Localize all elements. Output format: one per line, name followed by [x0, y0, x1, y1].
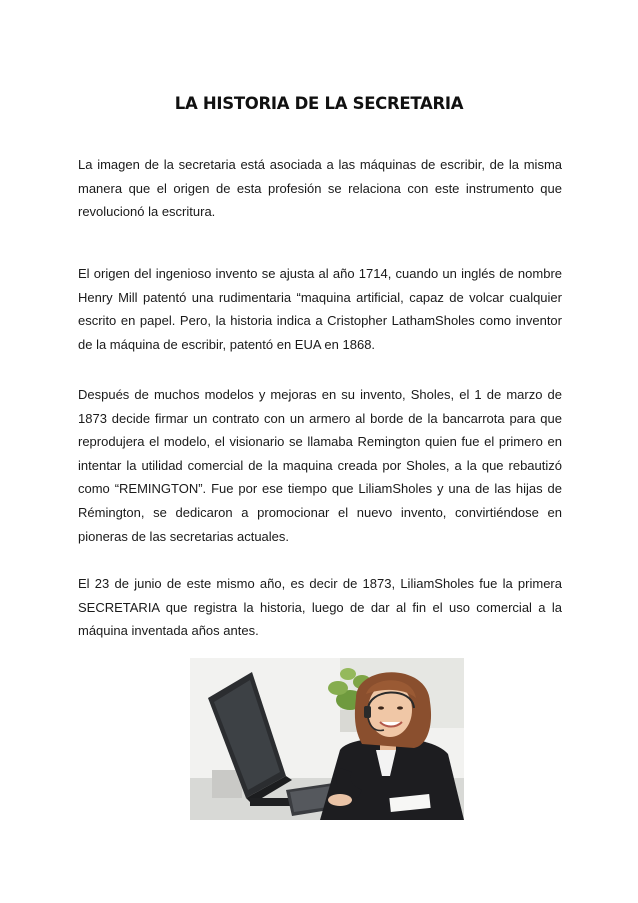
paragraph-1: La imagen de la secretaria está asociada a las máquinas de escribir, de la misma manera que el origen de esta profesión se relaciona con este instrumento que revolucionó la escritura.: [78, 157, 562, 220]
paragraph-3: Después de muchos modelos y mejoras en su invento, Sholes, el 1 de marzo de 1873 decide firmar un contrato con un armero al borde de la bancarrota para que reprodujera el modelo, el visionario se llamaba Remington quien fue el primero en intentar la utilidad comercial de la maquina creada por Sholes, a la que rebautizó como “REMINGTON”. Fue por ese tiempo que LiliamSholes y una de las hijas de Rémington, se dedicaron a promocionar el nuevo invento, convirtiéndose en pioneras de las secretarias actuales.: [78, 387, 562, 544]
paragraph-2: El origen del ingenioso invento se ajusta al año 1714, cuando un inglés de nombre Henry Mill patentó una rudimentaria “maquina artificial, capaz de volcar cualquier escrito en papel. Pero, la historia indica a Cristopher LathamSholes como inventor de la máquina de escribir, patentó en EUA en 1868.: [78, 266, 562, 352]
document-title: LA HISTORIA DE LA SECRETARIA: [174, 94, 464, 113]
paragraph-4: El 23 de junio de este mismo año, es decir de 1873, LiliamSholes fue la primera SECRETARIA que registra la historia, luego de dar al fin el uso comercial a la máquina inventada años antes.: [78, 576, 562, 639]
secretary-photo: [190, 658, 464, 820]
